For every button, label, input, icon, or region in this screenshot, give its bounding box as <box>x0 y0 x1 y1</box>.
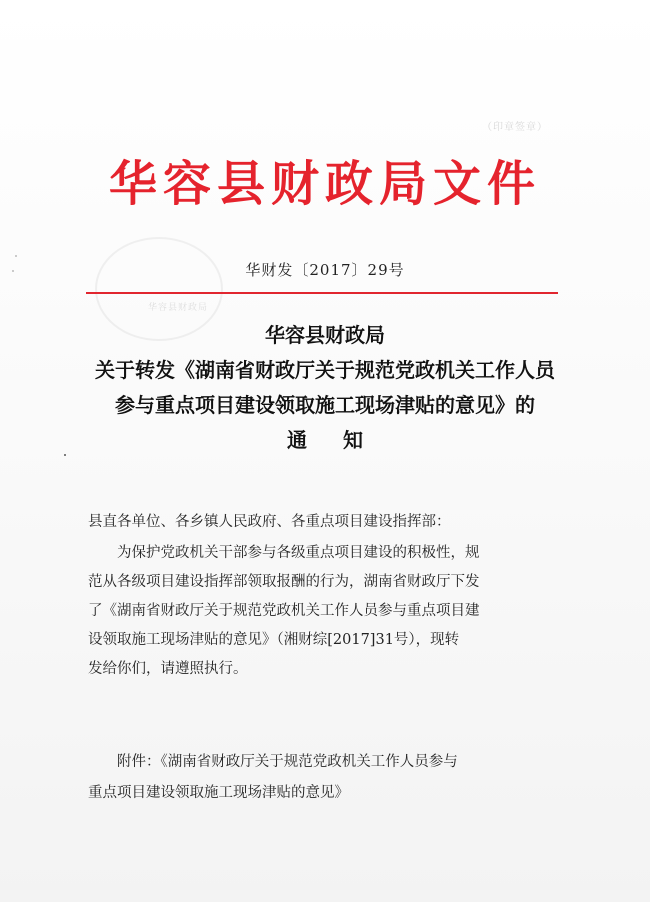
red-separator-line <box>86 292 558 294</box>
body-line: 范从各级项目建设指挥部领取报酬的行为，湖南省财政厅下发 <box>88 574 480 590</box>
scan-speck <box>64 454 66 456</box>
body-line: 为保护党政机关干部参与各级重点项目建设的积极性，规 <box>117 545 480 561</box>
body-line: 发给你们，请遵照执行。 <box>88 661 248 677</box>
attachment-line: 附件：《湖南省财政厅关于规范党政机关工作人员参与 <box>117 754 458 770</box>
title-line: 华容县财政局 <box>265 323 385 347</box>
scan-speck <box>15 255 17 257</box>
attachment-line: 重点项目建设领取施工现场津贴的意见》 <box>88 785 349 801</box>
scan-speck <box>12 270 14 272</box>
seal-text: 华容县财政局 <box>148 303 209 313</box>
attachment-section <box>88 747 566 809</box>
document-number: 华财发〔2017〕29号 <box>245 261 405 279</box>
body-line: 了《湖南省财政厅关于规范党政机关工作人员参与重点项目建 <box>88 603 480 619</box>
title-line: 通知 <box>287 428 399 452</box>
title-line: 关于转发《湖南省财政厅关于规范党政机关工作人员 <box>95 358 555 382</box>
body-paragraph <box>88 539 566 684</box>
notice-title <box>0 318 650 458</box>
issuer-header: 华容县财政局文件 <box>108 156 541 212</box>
faint-stamp-text: （印章签章） <box>482 122 548 133</box>
title-line: 参与重点项目建设领取施工现场津贴的意见》的 <box>115 393 535 417</box>
recipient-line: 县直各单位、各乡镇人民政府、各重点项目建设指挥部： <box>88 514 451 530</box>
body-line: 设领取施工现场津贴的意见》（湘财综[2017]31号），现转 <box>88 632 460 648</box>
